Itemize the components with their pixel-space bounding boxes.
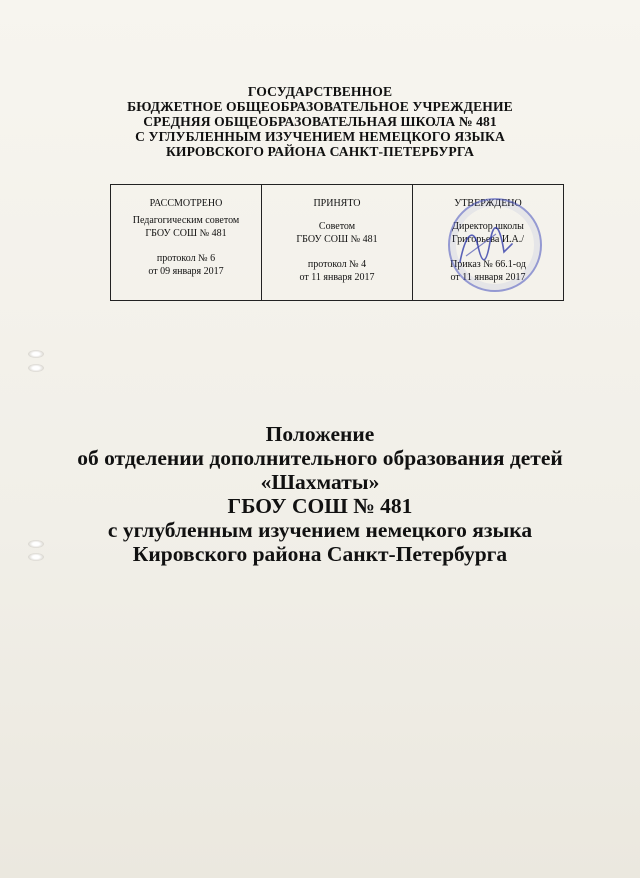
header-line: С УГЛУБЛЕННЫМ ИЗУЧЕНИЕМ НЕМЕЦКОГО ЯЗЫКА: [135, 129, 505, 144]
approval-body: Григорьева И.А./: [451, 234, 525, 245]
staple-hole: [28, 540, 44, 548]
approval-protocol: протокол № 6: [156, 253, 216, 264]
document-title: [70, 422, 570, 566]
approval-considered: [111, 185, 262, 300]
title-line: об отделении дополнительного образования детей: [77, 446, 563, 470]
institution-header: [110, 84, 530, 159]
header-line: КИРОВСКОГО РАЙОНА САНКТ-ПЕТЕРБУРГА: [165, 144, 475, 159]
approval-title: ПРИНЯТО: [313, 198, 361, 209]
approval-accepted: [262, 185, 413, 300]
staple-hole: [28, 553, 44, 561]
title-line: «Шахматы»: [260, 470, 380, 494]
approval-protocol: Приказ № 66.1-од: [450, 259, 526, 270]
approval-protocol: протокол № 4: [307, 259, 367, 270]
title-line: с углубленным изучением немецкого языка: [107, 518, 533, 542]
staple-hole: [28, 364, 44, 372]
approval-body: ГБОУ СОШ № 481: [145, 228, 227, 239]
approval-date: от 11 января 2017: [450, 272, 526, 283]
title-line: ГБОУ СОШ № 481: [227, 494, 413, 518]
title-line: Положение: [265, 422, 375, 446]
approval-body: ГБОУ СОШ № 481: [296, 234, 378, 245]
approval-body: Директор школы: [452, 221, 524, 232]
approval-body: Советом: [318, 221, 356, 232]
header-line: СРЕДНЯЯ ОБЩЕОБРАЗОВАТЕЛЬНАЯ ШКОЛА № 481: [143, 114, 497, 129]
approval-body: Педагогическим советом: [132, 215, 240, 226]
title-line: Кировского района Санкт-Петербурга: [132, 542, 508, 566]
approval-date: от 09 января 2017: [148, 266, 224, 277]
header-line: БЮДЖЕТНОЕ ОБЩЕОБРАЗОВАТЕЛЬНОЕ УЧРЕЖДЕНИЕ: [127, 99, 513, 114]
approval-title: УТВЕРЖДЕНО: [454, 198, 522, 209]
approval-date: от 11 января 2017: [299, 272, 375, 283]
approval-title: РАССМОТРЕНО: [149, 198, 223, 209]
director-signature: [456, 222, 516, 272]
header-line: ГОСУДАРСТВЕННОЕ: [247, 84, 393, 99]
staple-hole: [28, 350, 44, 358]
